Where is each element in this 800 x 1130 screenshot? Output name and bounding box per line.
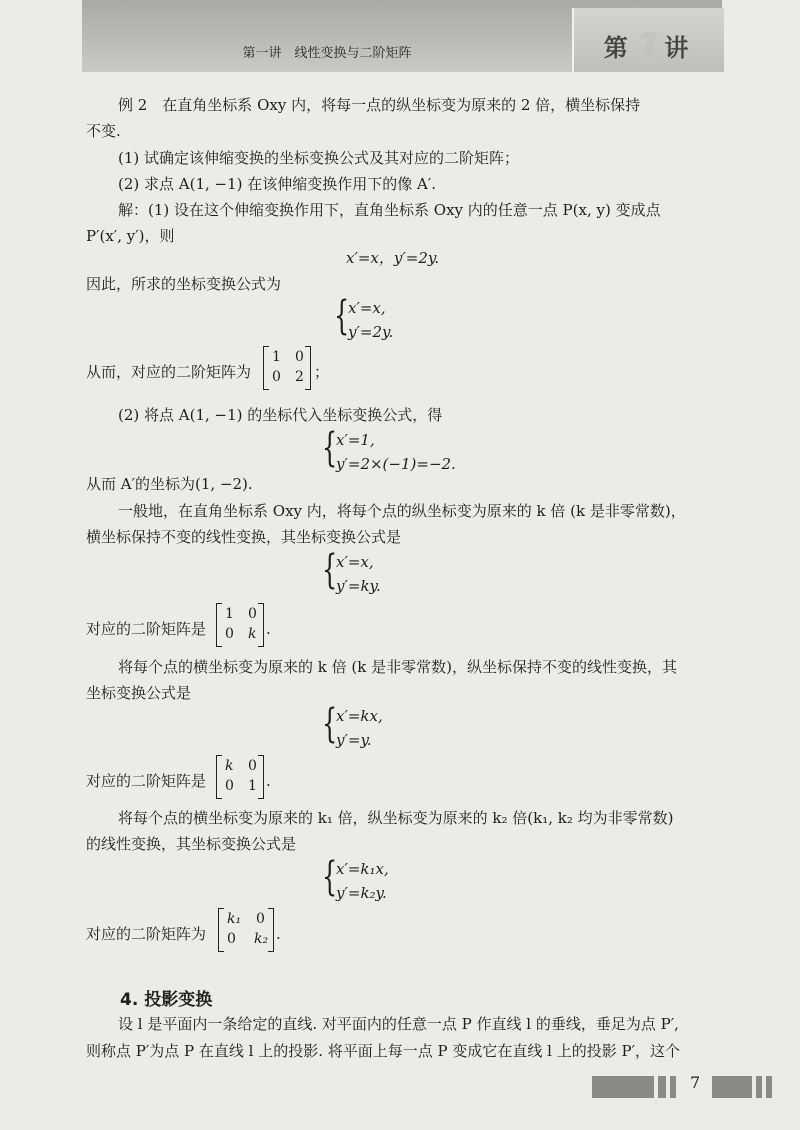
matrix-3-a21: 0 [225,778,234,794]
part-2-line: (2) 将点 A(1, −1) 的坐标代入坐标变换公式，得 [118,406,443,424]
system-3-eq-b: y′=ky. [336,577,381,595]
matrix-1-a11: 1 [272,349,281,365]
result-line: 从而 A′的坐标为(1, −2). [86,475,253,493]
matrix-2-intro: 对应的二阶矩阵是 [86,620,207,638]
footer-bar-right-2 [756,1076,762,1098]
system-brace-1: { [334,293,350,339]
matrix-1-intro: 从而，对应的二阶矩阵为 [86,363,252,381]
general-line-1: 一般地，在直角坐标系 Oxy 内，将每个点的纵坐标变为原来的 k 倍 (k 是非零常数)， [118,502,686,520]
system-1-eq-b: y′=2y. [348,323,394,341]
matrix-2-a11: 1 [225,606,234,622]
matrix-4-a21: 0 [227,931,236,947]
matrix-3-a22: 1 [248,778,257,794]
matrix-4-a11: k₁ [227,911,242,927]
lecture-number: 1 [633,24,665,75]
matrix-4-end: . [276,925,281,943]
question-1: (1) 试确定该伸缩变换的坐标变换公式及其对应的二阶矩阵； [118,149,520,167]
footer-bar-right [712,1076,752,1098]
example-2-line-2: 不变. [86,122,121,140]
matrix-2-a12: 0 [248,606,257,622]
matrix-4 [218,908,274,950]
footer-bar-left-3 [670,1076,676,1098]
matrix-3 [216,755,264,797]
question-2: (2) 求点 A(1, −1) 在该伸缩变换作用下的像 A′. [118,175,437,193]
system-4-eq-a: x′=kx, [336,707,383,725]
matrix-4-a12: 0 [256,911,265,927]
chapter-title: 第一讲 线性变换与二阶矩阵 [242,46,412,61]
general-line-2: 横坐标保持不变的线性变换，其坐标变换公式是 [86,528,402,546]
system-3-eq-a: x′=x, [336,553,374,571]
projection-line-1: 设 l 是平面内一条给定的直线. 对平面内的任意一点 P 作直线 l 的垂线，垂足为点 P′, [118,1015,679,1033]
matrix-1-end: ； [314,363,330,381]
system-brace-3: { [322,547,338,593]
system-5-eq-b: y′=k₂y. [336,884,387,902]
matrix-2-a22: k [248,626,257,642]
matrix-2-a21: 0 [225,626,234,642]
matrix-1-a21: 0 [272,369,281,385]
matrix-2-end: . [266,620,271,638]
lecture-label-pre: 第 [603,34,634,62]
example-2-line-1: 例 2 在直角坐标系 Oxy 内，将每一点的纵坐标变为原来的 2 倍，横坐标保持 [118,96,641,114]
matrix-4-a22: k₂ [254,931,269,947]
scale-line-1: 将每个点的横坐标变为原来的 k₁ 倍，纵坐标变为原来的 k₂ 倍(k₁, k₂ 均为非零常数) [118,809,674,827]
equation-1: x′=x，y′=2y. [346,249,440,267]
projection-line-2: 则称点 P′为点 P 在直线 l 上的投影. 将平面上每一点 P 变成它在直线 l 上的投影 P′，这个 [86,1042,680,1060]
therefore-line: 因此，所求的坐标变换公式为 [86,275,282,293]
matrix-3-intro: 对应的二阶矩阵是 [86,772,207,790]
matrix-1-a22: 2 [295,369,304,385]
system-1-eq-a: x′=x, [348,299,386,317]
section-heading-projection: 4. 投影变换 [120,990,213,1010]
system-5-eq-a: x′=k₁x, [336,860,389,878]
horizontal-line-1: 将每个点的横坐标变为原来的 k 倍 (k 是非零常数)，纵坐标保持不变的线性变换，其 [118,658,677,676]
matrix-3-a12: 0 [248,758,257,774]
system-2-eq-a: x′=1, [336,431,375,449]
footer-bar-right-3 [766,1076,772,1098]
solution-line-2: P′(x′, y′)，则 [86,227,175,245]
horizontal-line-2: 坐标变换公式是 [86,684,192,702]
system-brace-4: { [322,701,338,747]
matrix-3-end: . [266,772,271,790]
system-2-eq-b: y′=2×(−1)=−2. [336,455,456,473]
lecture-label-post: 讲 [664,34,695,62]
system-brace-2: { [322,425,338,471]
system-4-eq-b: y′=y. [336,731,372,749]
matrix-1-a12: 0 [295,349,304,365]
matrix-4-intro: 对应的二阶矩阵为 [86,925,207,943]
footer-bar-left [592,1076,654,1098]
lecture-label [594,24,704,75]
page-number: 7 [690,1073,701,1092]
matrix-1 [263,346,311,388]
scale-line-2: 的线性变换，其坐标变换公式是 [86,835,297,853]
solution-line-1: 解：(1) 设在这个伸缩变换作用下，直角坐标系 Oxy 内的任意一点 P(x, y) 变成点 [118,201,661,219]
matrix-3-a11: k [225,758,234,774]
footer-bar-left-2 [658,1076,666,1098]
matrix-2 [216,603,264,645]
system-brace-5: { [322,854,338,900]
